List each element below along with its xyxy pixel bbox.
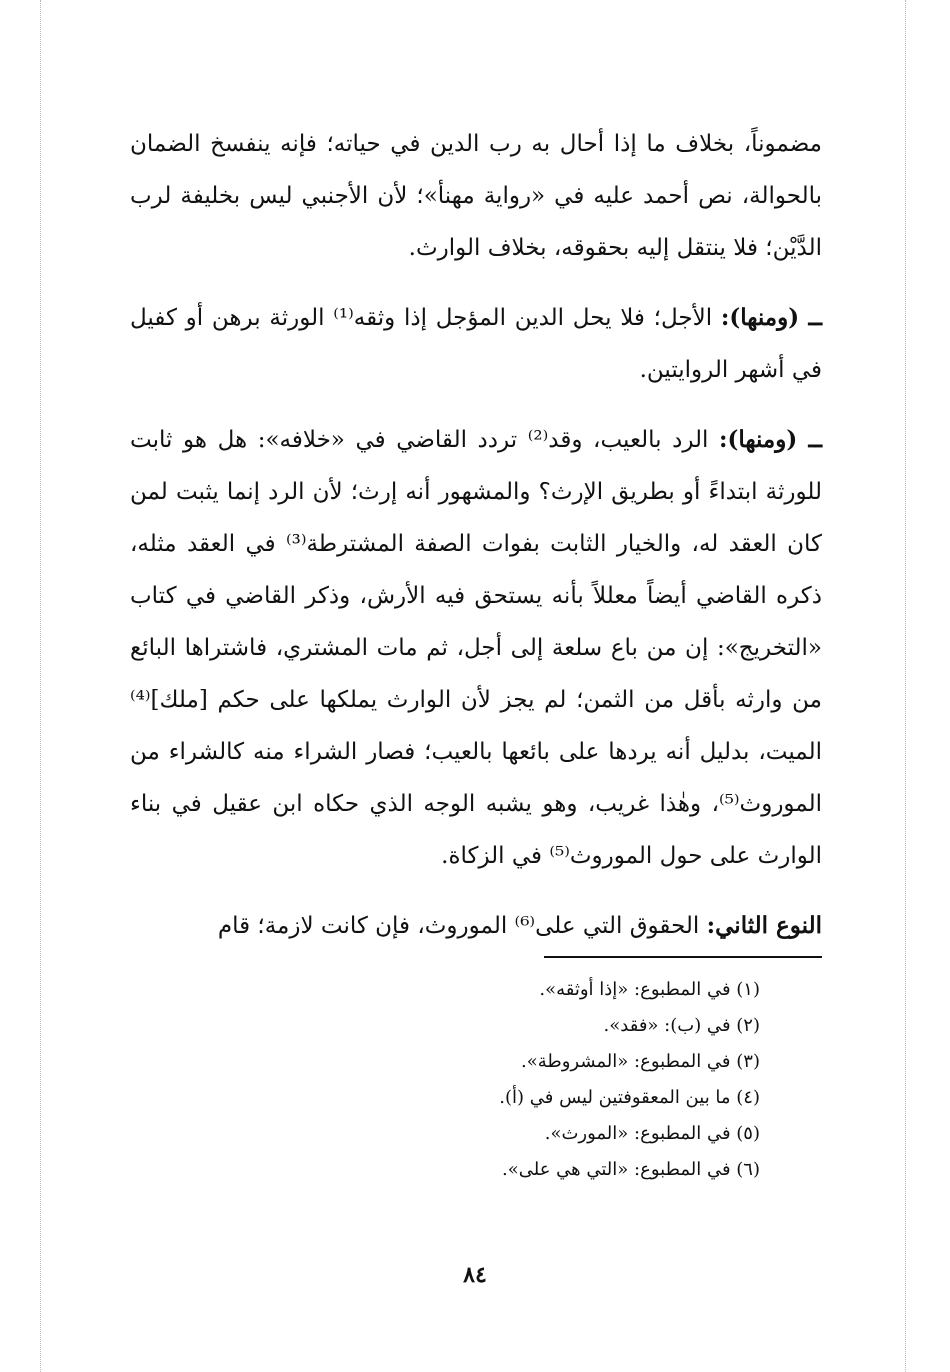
page-number: ٨٤ — [463, 1262, 487, 1288]
footnote-divider — [544, 956, 822, 958]
footnote: (٦) في المطبوع: «التي هي على». — [502, 1159, 760, 1180]
paragraph-lead: ــ (ومنها): — [720, 304, 822, 331]
footnote: (٢) في (ب): «فقد». — [603, 1015, 760, 1036]
paragraph-2 — [130, 292, 822, 396]
paragraph-1 — [130, 118, 822, 274]
footnote: (١) في المطبوع: «إذا أوثقه». — [539, 979, 760, 1000]
footnote: (٤) ما بين المعقوفتين ليس في (أ). — [499, 1087, 760, 1108]
paragraph-text: الحقوق التي على⁽⁶⁾ الموروث، فإن كانت لازمة؛ قام — [217, 913, 707, 939]
scan-margin-dots-left — [40, 0, 41, 1372]
paragraph-text: الرد بالعيب، وقد⁽²⁾ تردد القاضي في «خلافه»: هل هو ثابت للورثة ابتداءً أو بطريق الإرث؟ والمشهور أنه إرث؛ لأن الرد إنما يثبت لمن كان العقد له، والخيار الثابت بفوات الصفة المشترطة⁽³⁾ في العقد مثله، ذكره القاضي أيضاً معللاً بأنه يستحق فيه الأرش، وذكر القاضي في كتاب «التخريج»: إن من باع سلعة إلى أجل، ثم مات المشتري، فاشتراها البائع من وارثه بأقل من الثمن؛ لم يجز لأن الوارث يملكها على حكم [ملك]⁽⁴⁾ الميت، بدليل أنه يردها على بائعها بالعيب؛ فصار الشراء منه كالشراء من الموروث⁽⁵⁾، وهٰذا غريب، وهو يشبه الوجه الذي حكاه ابن عقيل في بناء الوارث على حول الموروث⁽⁵⁾ في الزكاة. — [130, 427, 822, 869]
paragraph-3 — [130, 414, 822, 882]
paragraph-text: الأجل؛ فلا يحل الدين المؤجل إذا وثقه⁽¹⁾ الورثة برهن أو كفيل في أشهر الروايتين. — [130, 305, 822, 383]
paragraph-text: مضموناً، بخلاف ما إذا أحال به رب الدين في حياته؛ فإنه ينفسخ الضمان بالحوالة، نص أحمد عليه في «رواية مهنأ»؛ لأن الأجنبي ليس بخليفة لرب الدَّيْن؛ فلا ينتقل إليه بحقوقه، بخلاف الوارث. — [130, 131, 822, 261]
main-text — [130, 118, 822, 952]
scan-margin-dots-right — [905, 0, 906, 1372]
paragraph-4 — [130, 900, 822, 952]
footnote: (٥) في المطبوع: «المورث». — [544, 1123, 760, 1144]
footnotes — [200, 972, 760, 1188]
paragraph-lead: النوع الثاني: — [706, 912, 822, 939]
footnote: (٣) في المطبوع: «المشروطة». — [521, 1051, 760, 1072]
paragraph-lead: ــ (ومنها): — [719, 426, 822, 453]
